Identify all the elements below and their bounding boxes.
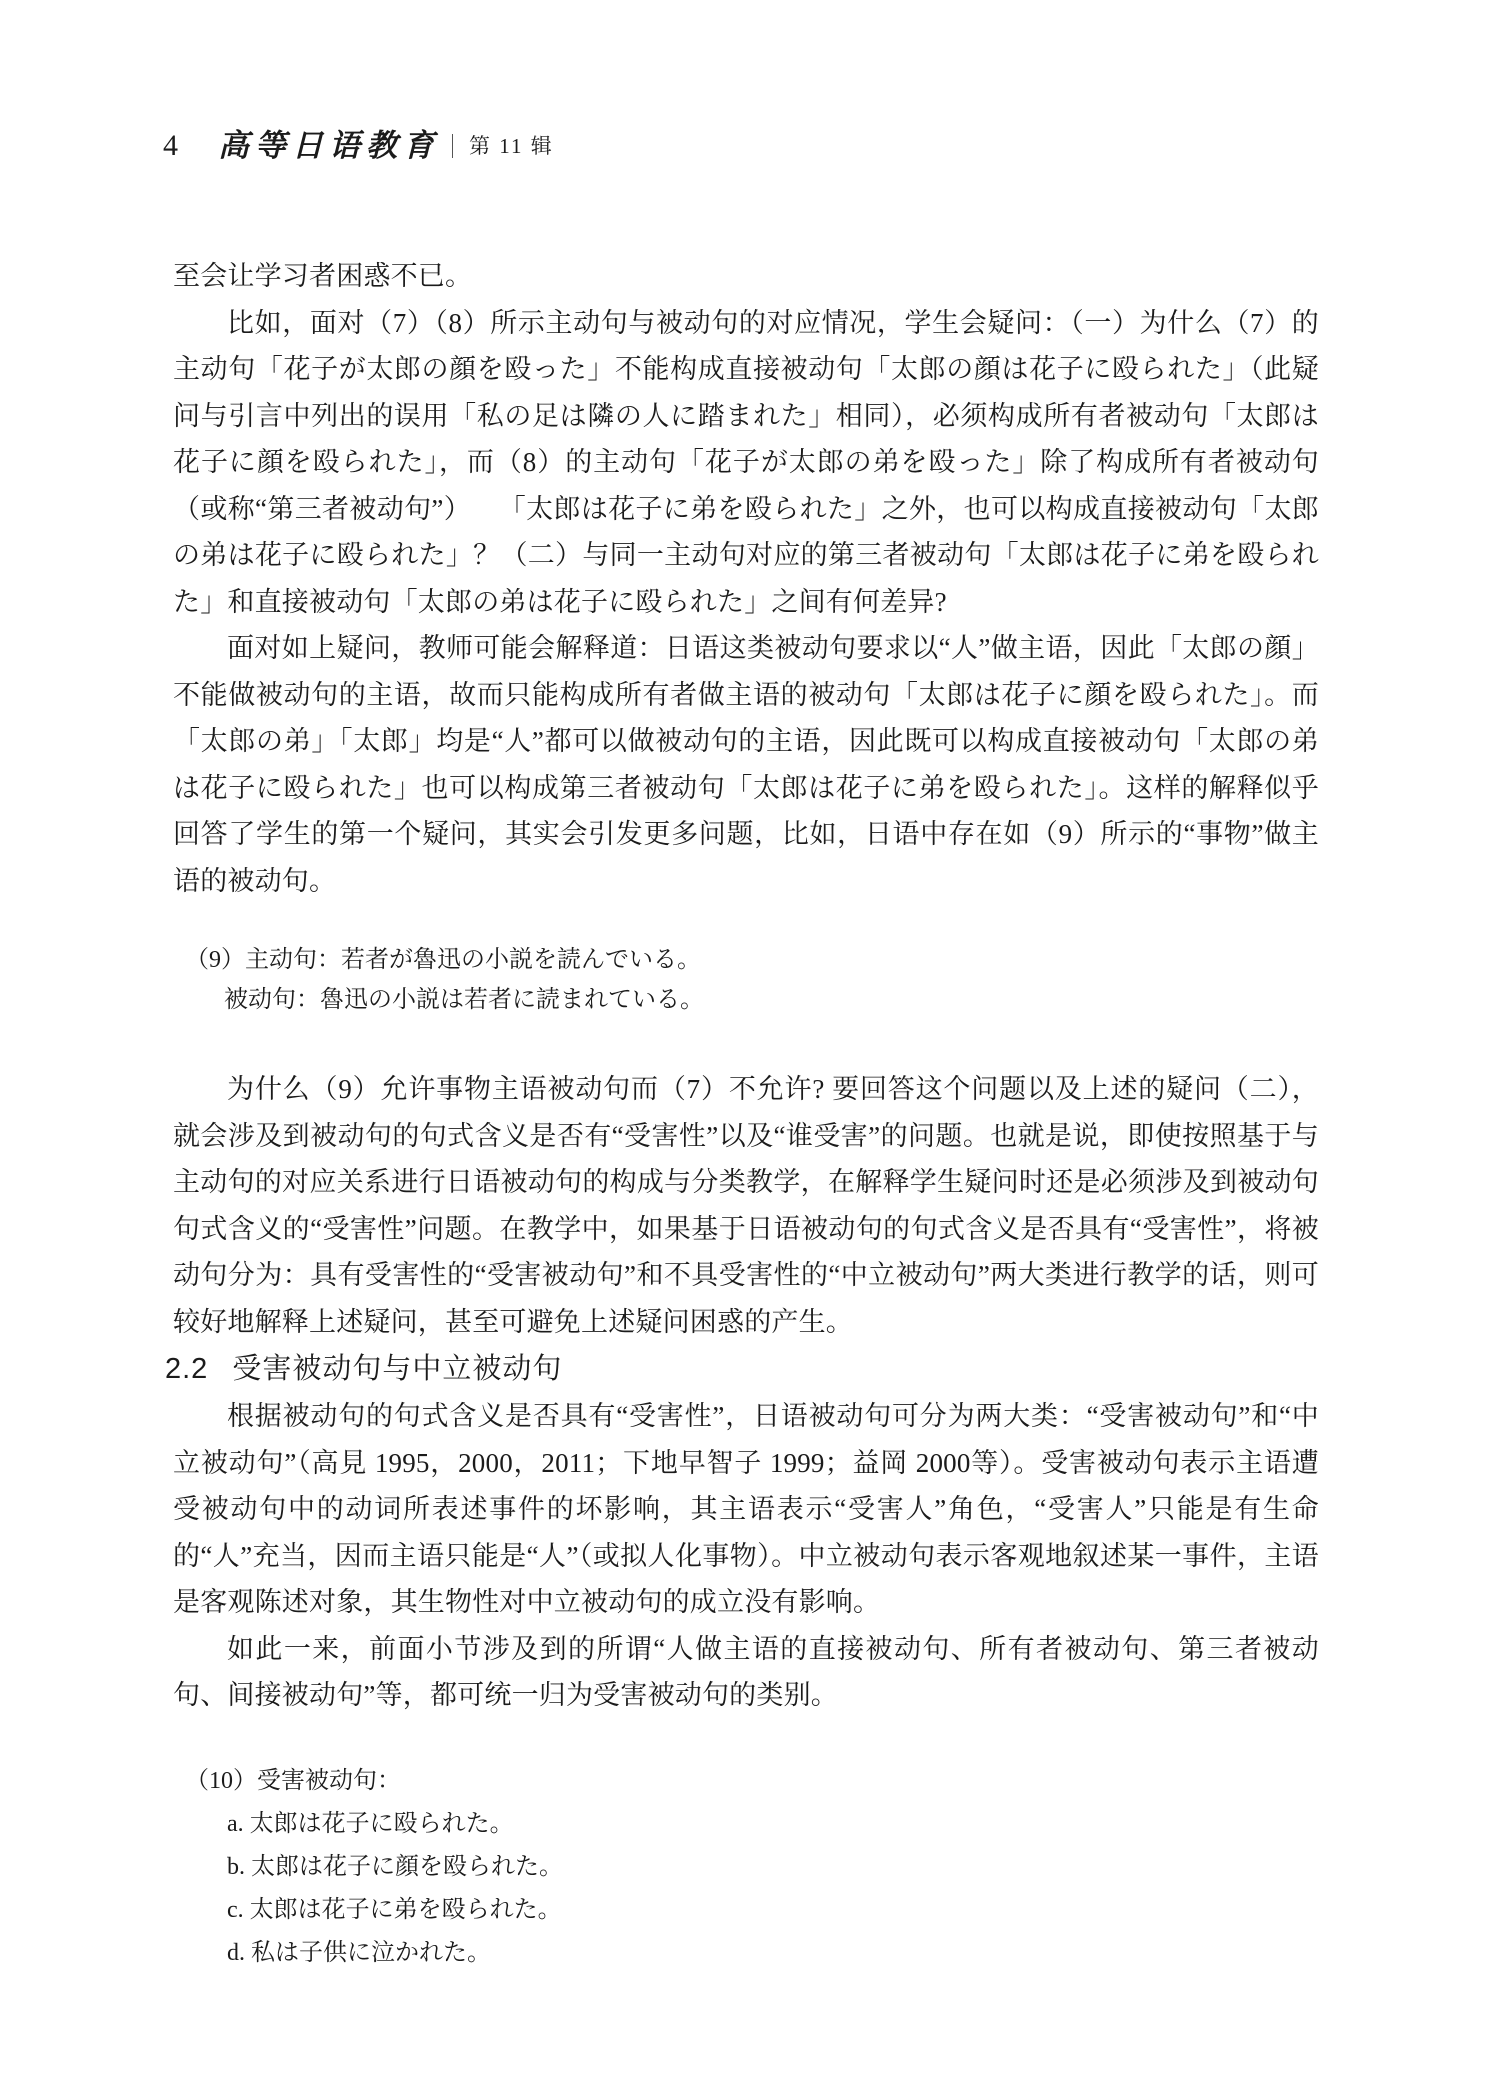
paragraph-continuation: 至会让学习者困惑不已。 bbox=[173, 261, 473, 291]
page-number: 4 bbox=[163, 129, 178, 162]
example-9-active-label: 主动句： bbox=[245, 947, 341, 973]
example-10-item-d: d. 私は子供に泣かれた。 bbox=[227, 1939, 491, 1966]
example-9-passive-label: 被动句： bbox=[224, 987, 320, 1013]
example-block-10 bbox=[185, 1759, 1319, 1975]
example-9-active-line bbox=[185, 940, 1319, 980]
paragraph-adversity-question: 为什么（9）允许事物主语被动句而（7）不允许? 要回答这个问题以及上述的疑问（二），就会涉及到被动句的句式含义是否有“受害性”以及“谁受害”的问题。也就是说，即使按照基于与主动句的对应关系进行日语被动句的构成与分类教学，在解释学生疑问时还是必须涉及到被动句句式含义的“受害性”问题。在教学中，如果基于日语被动句的句式含义是否具有“受害性”，将被动句分为：具有受害性的“受害被动句”和不具受害性的“中立被动句”两大类进行教学的话，则可较好地解释上述疑问，甚至可避免上述疑问困惑的产生。 bbox=[173, 1074, 1319, 1337]
example-10-item-c: c. 太郎は花子に弟を殴られた。 bbox=[227, 1896, 562, 1923]
example-9-active-sentence: 若者が魯迅の小説を読んでいる。 bbox=[341, 947, 701, 973]
issue-label: 第 11 辑 bbox=[469, 134, 554, 158]
example-9-passive-line bbox=[185, 980, 1319, 1020]
paragraph-examples-7-8: 比如，面对（7）（8）所示主动句与被动句的对应情况，学生会疑问：（一）为什么（7）的主动句「花子が太郎の顔を殴った」不能构成直接被动句「太郎の顔は花子に殴られた」（此疑问与引言中列出的误用「私の足は隣の人に踏まれた」相同），必须构成所有者被动句「太郎は花子に顔を殴られた」，而（8）的主动句「花子が太郎の弟を殴った」除了构成所有者被动句（或称“第三者被动句”） 「太郎は花子に弟を殴られた」之外，也可以构成直接被动句「太郎の弟は花子に殴られた」？（二）与同一主动句对应的第三者被动句「太郎は花子に弟を殴られた」和直接被动句「太郎の弟は花子に殴られた」之间有何差异? bbox=[173, 307, 1319, 617]
running-head bbox=[163, 130, 1321, 162]
section-title: 受害被动句与中立被动句 bbox=[232, 1353, 563, 1385]
example-10-item-b: b. 太郎は花子に顔を殴られた。 bbox=[227, 1853, 563, 1880]
paragraph-unification: 如此一来，前面小节涉及到的所谓“人做主语的直接被动句、所有者被动句、第三者被动句、间接被动句”等，都可统一归为受害被动句的类别。 bbox=[173, 1633, 1319, 1710]
page-body bbox=[165, 253, 1319, 1975]
example-9-passive-sentence: 魯迅の小説は若者に読まれている。 bbox=[320, 987, 704, 1013]
section-heading-2-2 bbox=[165, 1345, 1319, 1393]
paragraph-teacher-explanation: 面对如上疑问，教师可能会解释道：日语这类被动句要求以“人”做主语，因此「太郎の顔」不能做被动句的主语，故而只能构成所有者做主语的被动句「太郎は花子に顔を殴られた」。而「太郎の弟」「太郎」均是“人”都可以做被动句的主语，因此既可以构成直接被动句「太郎の弟は花子に殴られた」也可以构成第三者被动句「太郎は花子に弟を殴られた」。这样的解释似乎回答了学生的第一个疑问，其实会引发更多问题，比如，日语中存在如（9）所示的“事物”做主语的被动句。 bbox=[173, 633, 1319, 896]
paragraph-two-categories: 根据被动句的句式含义是否具有“受害性”，日语被动句可分为两大类：“受害被动句”和“中立被动句”（高見 1995，2000，2011；下地早智子 1999；益岡 2000等）。受害被动句表示主语遭受被动句中的动词所表述事件的坏影响，其主语表示“受害人”角色，“受害人”只能是有生命的“人”充当，因而主语只能是“人”（或拟人化事物）。中立被动句表示客观地叙述某一事件，主语是客观陈述对象，其生物性对中立被动句的成立没有影响。 bbox=[173, 1401, 1319, 1617]
header-divider bbox=[452, 134, 453, 158]
journal-title: 高等日语教育 bbox=[218, 128, 440, 163]
example-10-label: （10）受害被动句： bbox=[185, 1767, 401, 1794]
example-9-number: （9） bbox=[185, 947, 245, 973]
example-10-item-a: a. 太郎は花子に殴られた。 bbox=[227, 1810, 514, 1837]
section-number: 2.2 bbox=[165, 1353, 209, 1385]
example-block-9 bbox=[185, 940, 1319, 1020]
